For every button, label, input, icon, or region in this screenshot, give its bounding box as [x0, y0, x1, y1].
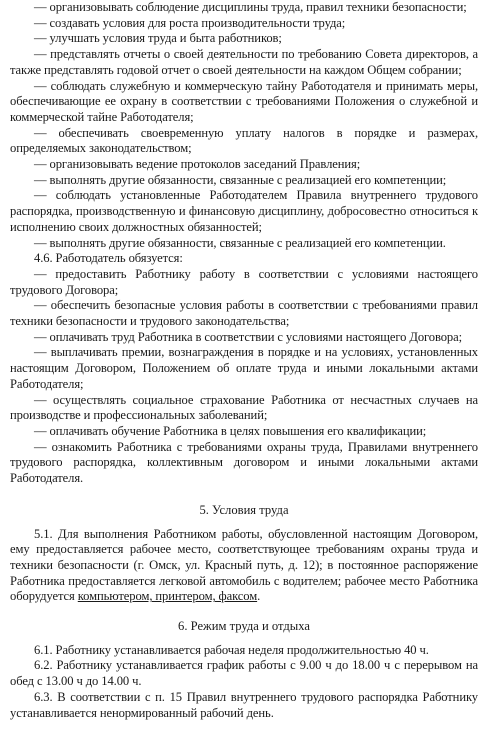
clause-heading: 4.6. Работодатель обязуется: — [34, 251, 183, 266]
section-5 — [10, 503, 478, 605]
list-item: — организовывать соблюдение дисциплины труда, правил техники безопасности; — [34, 0, 467, 14]
list-item: — создавать условия для роста производительности труда; — [34, 15, 346, 30]
employee-duties-list — [10, 0, 478, 251]
list-item: — выполнять другие обязанности, связанные с реализацией его компетенции. — [34, 235, 446, 250]
list-item: — организовывать ведение протоколов заседаний Правления; — [34, 157, 361, 172]
clause-6-2: 6.2. Работнику устанавливается график работы с 9.00 ч до 18.00 ч с перерывом на обед с 13.00 ч до 14.00 ч. — [10, 658, 478, 689]
list-item: — оплачивать труд Работника в соответствии с условиями настоящего Договора; — [34, 329, 463, 344]
list-item: — обеспечить безопасные условия работы в соответствии с требованиями правил техники безопасности и трудового законодательства; — [10, 298, 478, 329]
employer-duties-section — [10, 251, 478, 487]
list-item: — улучшать условия труда и быта работников; — [34, 31, 282, 46]
list-item: — обеспечивать своевременную уплату налогов в порядке и размерах, определяемых законодательством; — [10, 125, 478, 156]
list-item: — выплачивать премии, вознаграждения в порядке и на условиях, установленных настоящим Договором, Положением об оплате труда и иными локальными актами Работодателя; — [10, 345, 478, 391]
list-item: — соблюдать установленные Работодателем Правила внутреннего трудового распорядка, производственную и финансовую дисциплину, добросовестно относиться к исполнению своих должностных обязанностей; — [10, 188, 478, 234]
list-item: — осуществлять социальное страхование Работника от несчастных случаев на производстве и профессиональных заболеваний; — [10, 392, 478, 423]
list-item: — предоставить Работнику работу в соответствии с условиями настоящего трудового Договора; — [10, 266, 478, 297]
list-item: — соблюдать служебную и коммерческую тайну Работодателя и принимать меры, обеспечивающие ее охрану в соответствии с требованиями Положения о служебной и коммерческой тайне Работодателя; — [10, 78, 478, 124]
clause-6-3: 6.3. В соответствии с п. 15 Правил внутреннего трудового распорядка Работнику устанавливается ненормированный рабочий день. — [10, 689, 478, 720]
list-item: — оплачивать обучение Работника в целях повышения его квалификации; — [34, 423, 427, 438]
equipment-underlined: компьютером, принтером, факсом — [77, 589, 258, 604]
clause-end: . — [257, 589, 261, 604]
list-item: — представлять отчеты о своей деятельности по требованию Совета директоров, а также представлять годовой отчет о своей деятельности на каждом Общем собрании; — [10, 47, 478, 77]
list-item: — выполнять другие обязанности, связанные с реализацией его компетенции; — [34, 172, 447, 187]
list-item: — ознакомить Работника с требованиями охраны труда, Правилами внутреннего трудового распорядка, коллективным договором и иными локальными актами Работодателя. — [10, 439, 478, 486]
section-title: 6. Режим труда и отдыха — [178, 619, 310, 634]
clause-text: 5.1. Для выполнения Работником работы, обусловленной настоящим Договором, ему предоставляется рабочее место, соответствующее требованиям охраны труда и техники безопасности (г. Омск, ул. Красный путь, д. 12); в постоянное распоряжение Работника предоставляется легковой автомобиль с водителем; рабочее место Работника оборудуется — [10, 526, 478, 604]
section-6 — [10, 619, 478, 721]
clause-6-1: 6.1. Работнику устанавливается рабочая неделя продолжительностью 40 ч. — [34, 642, 429, 657]
section-title: 5. Условия труда — [199, 502, 289, 517]
clause-5-1 — [10, 527, 478, 606]
